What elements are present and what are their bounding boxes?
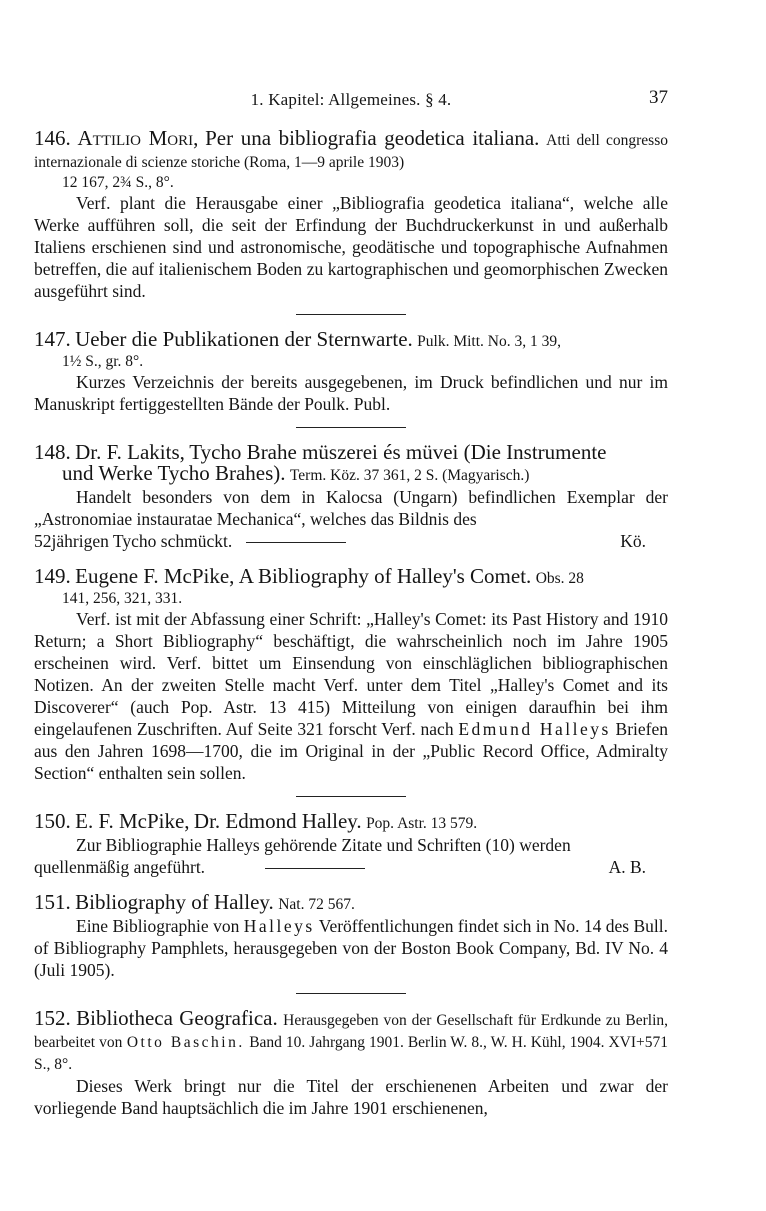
entry-title: Per una bibliografia geodetica italiana. — [205, 126, 540, 150]
entry-source: Pop. Astr. 13 579. — [366, 815, 478, 832]
entry-body: Eine Bibliographie von Halleys Veröffentlichungen findet sich in No. 14 des Bull. of Bibliography Pamphlets, herausgegeben von der Boston Book Company, Bd. IV No. 4 (Juli 1905). — [34, 916, 668, 980]
entry-title-cont: und Werke Tycho Brahes). — [62, 461, 286, 485]
entry-source: Term. Köz. 37 361, 2 S. (Magyarisch.) — [289, 467, 530, 484]
entry-body: Kurzes Verzeichnis der bereits ausgegebenen, im Druck befindlichen und nur im Manuskript fertiggestellten Bände der Poulk. Publ. — [34, 372, 668, 414]
entry-number: 152. — [34, 1006, 71, 1030]
entry-150 — [34, 811, 668, 878]
entry-source: Pulk. Mitt. No. 3, 1 39, — [417, 333, 561, 350]
page-number: 37 — [649, 87, 668, 108]
entry-body-end: 52jährigen Tycho schmückt. — [34, 531, 233, 551]
entry-author: Dr. F. Lakits, — [75, 440, 185, 464]
entry-title: Dr. Edmond Halley. — [193, 809, 362, 833]
entry-147 — [34, 329, 668, 428]
entry-number: 146. — [34, 126, 71, 150]
entry-body: Verf. plant die Herausgabe einer „Bibliografia geodetica italiana“, welche alle Werke aufführen soll, die seit der Erfindung der Buchdruckerkunst in und außerhalb Italiens erschienen sind und astronomische, geodätische und topographische Aufnahmen betreffen, die auf italienischem Boden zu kartographischen und geomorphischen Zwecken ausgeführt sind. — [34, 193, 668, 301]
entry-body-end: quellenmäßig angeführt. — [34, 857, 206, 877]
entry-source-cont: 141, 256, 321, 331. — [62, 590, 183, 607]
entry-source: Nat. 72 567. — [278, 896, 355, 913]
spaced-name: Halleys — [243, 916, 315, 936]
entry-body: Handelt besonders von dem in Kalocsa (Ungarn) befindlichen Exemplar der „Astronomiae instauratae Mechanica“, welches das Bildnis des — [34, 487, 668, 529]
separator-rule — [246, 542, 346, 543]
entry-number: 150. — [34, 809, 71, 833]
reviewer-signature: Kö. — [620, 531, 646, 551]
separator-rule — [296, 314, 406, 315]
document-page — [34, 80, 668, 1119]
spaced-name: Edmund Halleys — [458, 719, 611, 739]
entry-title: Tycho Brahe müszerei és müvei (Die Instrumente — [189, 440, 607, 464]
entry-number: 151. — [34, 890, 71, 914]
separator-rule — [296, 796, 406, 797]
entry-number: 149. — [34, 564, 71, 588]
separator-rule — [296, 427, 406, 428]
entry-author: Eugene F. McPike, — [75, 564, 235, 588]
entry-title: Ueber die Publikationen der Sternwarte. — [75, 327, 413, 351]
separator-rule — [265, 868, 365, 869]
entry-title: Bibliography of Halley. — [75, 890, 274, 914]
entry-151 — [34, 892, 668, 994]
entry-source: Obs. 28 — [535, 570, 584, 587]
entry-source-cont: Band 10. Jahrgang 1901. Berlin W. 8., W. H. Kühl, 1904. XVI+571 S., 8°. — [34, 1034, 668, 1073]
entry-body: Zur Bibliographie Halleys gehörende Zitate und Schriften (10) werden — [76, 835, 571, 855]
separator-rule — [296, 993, 406, 994]
entry-source-cont: 12 167, 2¾ S., 8°. — [62, 174, 174, 191]
entry-author: E. F. McPike, — [75, 809, 190, 833]
entry-title: A Bibliography of Halley's Comet. — [238, 564, 532, 588]
entry-149 — [34, 566, 668, 797]
entry-number: 148. — [34, 440, 71, 464]
entry-number: 147. — [34, 327, 71, 351]
entry-146 — [34, 128, 668, 315]
entry-152 — [34, 1008, 668, 1119]
entry-author: Attilio Mori, — [77, 126, 199, 150]
spaced-name: Otto Baschin. — [126, 1034, 245, 1051]
entry-title: Bibliotheca Geografica. — [76, 1006, 278, 1030]
entry-source: Herausgegeben von der Gesellschaft für Erdkunde zu Berlin, bearbeitet von — [34, 1012, 669, 1051]
entry-body: Dieses Werk bringt nur die Titel der erschienenen Arbeiten und zwar der vorliegende Band hauptsächlich die im Jahre 1901 erschienenen, — [34, 1076, 668, 1118]
entry-source-cont: 1½ S., gr. 8°. — [62, 353, 144, 370]
chapter-heading: 1. Kapitel: Allgemeines. § 4. — [250, 90, 452, 109]
reviewer-signature: A. B. — [608, 857, 646, 877]
entry-source: Atti dell congresso internazionale di scienze storiche (Roma, 1—9 aprile 1903) — [34, 132, 668, 171]
running-header — [34, 80, 668, 114]
entry-148 — [34, 442, 668, 552]
entry-body: Verf. ist mit der Abfassung einer Schrift: „Halley's Comet: its Past History and 1910 Return; a Short Bibliography“ beschäftigt, die wahrscheinlich noch im Jahre 1905 erscheinen wird. Verf. bittet um Einsendung von einschläglichen bibliographischen Notizen. An der zweiten Stelle macht Verf. unter dem Titel „Halley's Comet and its Discoverer“ (auch Pop. Astr. 13 415) Mitteilung von einigen daraufhin bei ihm eingelaufenen Zuschriften. Auf Seite 321 forscht Verf. nach Edmund Halleys Briefen aus den Jahren 1698—1700, die im Original in der „Public Record Office, Admiralty Section“ enthalten sein sollen. — [34, 609, 669, 783]
